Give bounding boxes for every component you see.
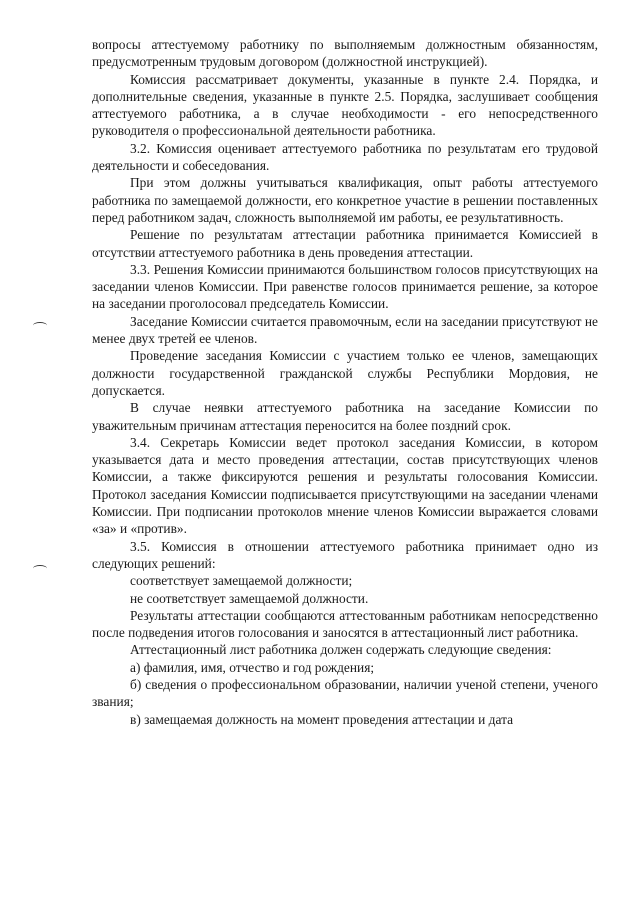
paragraph: 3.4. Секретарь Комиссии ведет протокол заседания Комиссии, в котором указывается дата и место проведения аттестации, состав присутствующих членов Комиссии, а также фиксируются решения и результаты голосования Комиссии. Протокол заседания Комиссии подписывается присутствующими на заседании членами Комиссии. При подписании протоколов мнение членов Комиссии выражается словами «за» и «против». [92, 434, 598, 537]
paragraph: При этом должны учитываться квалификация, опыт работы аттестуемого работника по замещаемой должности, его конкретное участие в решении поставленных перед работником задач, сложность выполняемой им работы, ее результативность. [92, 175, 598, 225]
paragraph: Комиссия рассматривает документы, указанные в пункте 2.4. Порядка, и дополнительные сведения, указанные в пункте 2.5. Порядка, заслушивает сообщения аттестуемого работника, а в случае необходимости - его непосредственного руководителя о профессиональной деятельности работника. [92, 71, 598, 139]
paragraph: вопросы аттестуемому работнику по выполняемым должностным обязанностям, предусмотренным трудовым договором (должностной инструкцией). [92, 37, 598, 70]
margin-mark [33, 322, 47, 329]
paragraph: Решение по результатам аттестации работника принимается Комиссией в отсутствии аттестуемого работника в день проведения аттестации. [92, 227, 598, 260]
list-item: а) фамилия, имя, отчество и год рождения; [130, 659, 375, 675]
paragraph: Проведение заседания Комиссии с участием только ее членов, замещающих должности государственной гражданской службы Республики Мордовия, не допускается. [92, 348, 598, 398]
list-item: соответствует замещаемой должности; [130, 573, 353, 589]
paragraph: 3.2. Комиссия оценивает аттестуемого работника по результатам его трудовой деятельности и собеседования. [92, 140, 598, 174]
paragraph: Аттестационный лист работника должен содержать следующие сведения: [130, 642, 552, 658]
list-item: не соответствует замещаемой должности. [130, 590, 369, 606]
paragraph: Результаты аттестации сообщаются аттестованным работникам непосредственно после подведения итогов голосования и заносятся в аттестационный лист работника. [92, 607, 598, 641]
list-item: в) замещаемая должность на момент проведения аттестации и дата [130, 711, 514, 727]
margin-mark [33, 565, 47, 572]
paragraph: В случае неявки аттестуемого работника на заседание Комиссии по уважительным причинам аттестация переносится на более поздний срок. [92, 400, 598, 433]
list-item: б) сведения о профессиональном образовании, наличии ученой степени, ученого звания; [92, 676, 598, 710]
paragraph: 3.3. Решения Комиссии принимаются большинством голосов присутствующих на заседании членов Комиссии. При равенстве голосов принимается решение, за которое на заседании проголосовал председатель Комиссии. [92, 261, 598, 312]
paragraph: Заседание Комиссии считается правомочным, если на заседании присутствуют не менее двух третей ее членов. [92, 313, 598, 347]
paragraph: 3.5. Комиссия в отношении аттестуемого работника принимает одно из следующих решений: [92, 538, 598, 571]
document-body [92, 36, 598, 728]
